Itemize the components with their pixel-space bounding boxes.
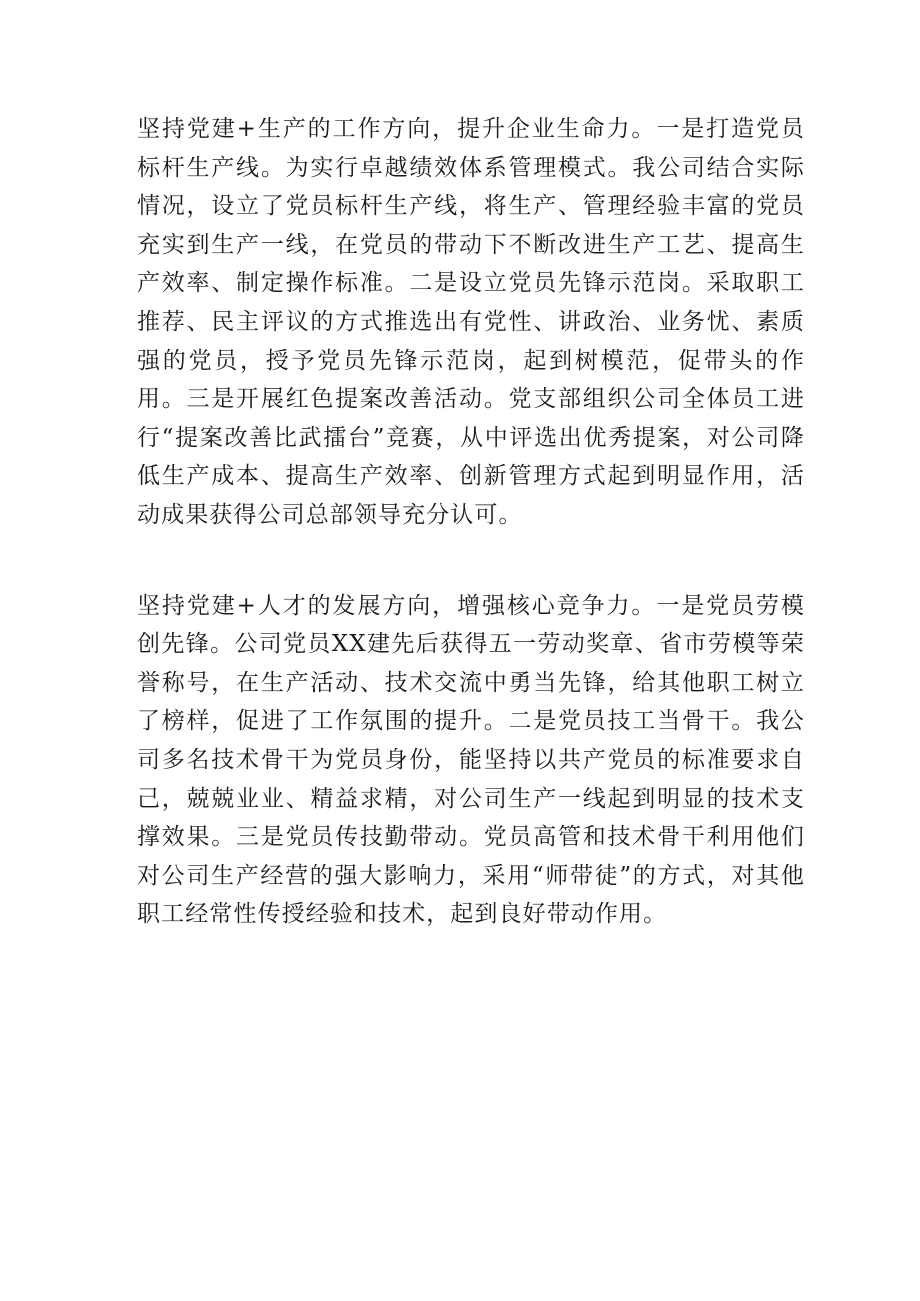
paragraph-talent: 坚持党建+人才的发展方向，增强核心竞争力。一是党员劳模创先锋。公司党员XX建先后获得五一劳动奖章、省市劳模等荣誉称号，在生产活动、技术交流中勇当先锋，给其他职工树立了榜样，促进了工作氛围的提升。二是党员技工当骨干。我公司多名技术骨干为党员身份，能坚持以共产党员的标准要求自己，兢兢业业、精益求精，对公司生产一线起到明显的技术支撑效果。三是党员传技勤带动。党员高管和技术骨干利用他们对公司生产经营的强大影响力，采用“师带徒”的方式，对其他职工经常性传授经验和技术，起到良好带动作用。	[137, 592, 805, 928]
paragraph-production: 坚持党建+生产的工作方向，提升企业生命力。一是打造党员标杆生产线。为实行卓越绩效体系管理模式。我公司结合实际情况，设立了党员标杆生产线，将生产、管理经验丰富的党员充实到生产一线，在党员的带动下不断改进生产工艺、提高生产效率、制定操作标准。二是设立党员先锋示范岗。采取职工推荐、民主评议的方式推选出有党性、讲政治、业务忧、素质强的党员，授予党员先锋示范岗，起到树模范，促带头的作用。三是开展红色提案改善活动。党支部组织公司全体员工进行“提案改善比武擂台”竞赛，从中评选出优秀提案，对公司降低生产成本、提高生产效率、创新管理方式起到明显作用，活动成果获得公司总部领导充分认可。	[137, 116, 805, 528]
document-body	[137, 110, 805, 934]
